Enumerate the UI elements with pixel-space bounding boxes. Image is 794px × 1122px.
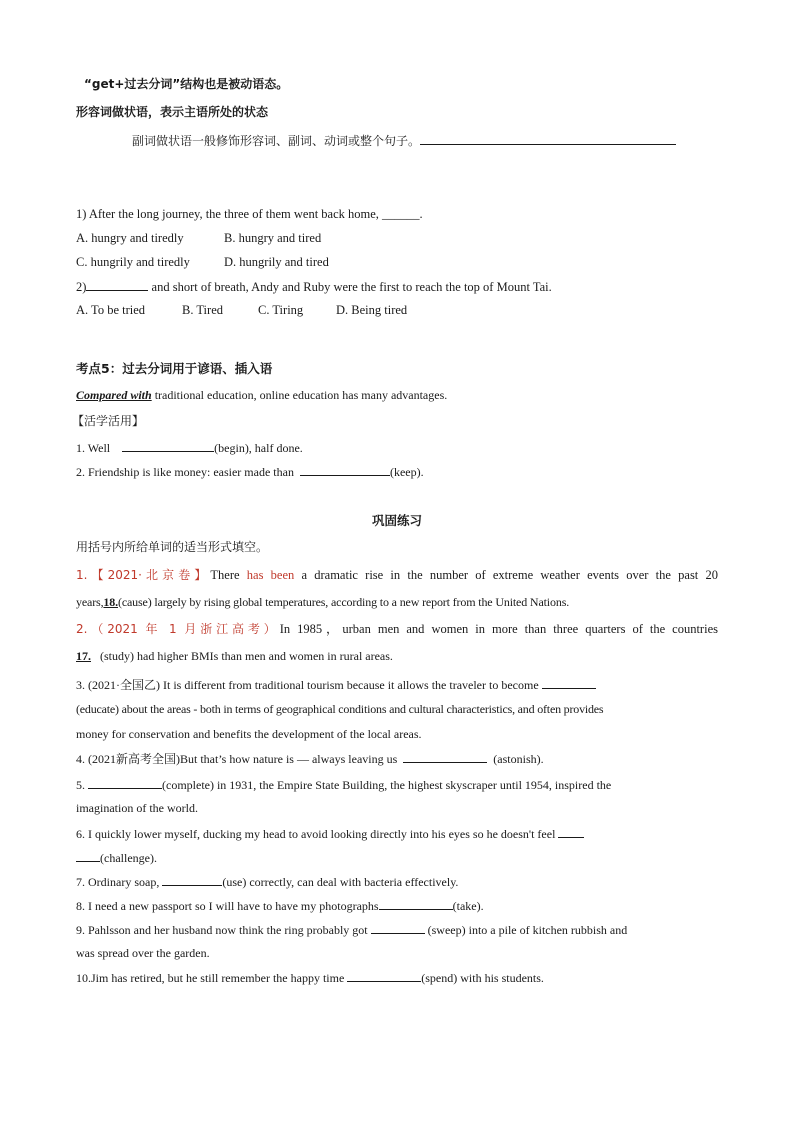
exercise-2-source: 2.（2021 年 1 月浙江高考） xyxy=(76,622,280,636)
ex7-blank[interactable] xyxy=(162,873,222,886)
ex2-text-b: (study) had higher BMIs than men and women in rural areas. xyxy=(100,649,393,663)
point5-title: 考点5：过去分词用于谚语、插入语 xyxy=(76,361,273,376)
option-a[interactable]: A. hungry and tiredly xyxy=(76,231,184,245)
option-c[interactable]: C. hungrily and tiredly xyxy=(76,255,190,269)
ex5-text-b: (complete) in 1931, the Empire State Building, the highest skyscraper until 1954, inspired the xyxy=(162,778,612,792)
exercise-8 xyxy=(76,897,718,914)
ex3-blank[interactable] xyxy=(542,676,596,689)
exercise-1-source: 1.【2021·北京卷】 xyxy=(76,568,211,582)
ex6-blank-a[interactable] xyxy=(558,825,584,838)
ex10-text-b: (spend) with his students. xyxy=(421,971,544,985)
exercise-2-line1 xyxy=(76,621,718,637)
note-adverb-text: 副词做状语一般修饰形容词、副词、动词或整个句子。 xyxy=(132,134,421,148)
option-d[interactable]: D. Being tired xyxy=(336,303,408,317)
note-adjective-adverbial: 形容词做状语，表示主语所处的状态 xyxy=(76,105,269,119)
ex7-text-a: 7. Ordinary soap, xyxy=(76,875,160,889)
mc-question-1: 1) After the long journey, the three of them went back home, ______. xyxy=(76,207,423,221)
exercise-7 xyxy=(76,873,718,890)
note-adverb-adverbial xyxy=(132,132,718,149)
ex2-blank-number[interactable]: 17. xyxy=(76,649,91,663)
note-blank-line[interactable] xyxy=(420,132,676,145)
ex8-text-a: 8. I need a new passport so I will have to have my photographs xyxy=(76,899,379,913)
practice-item-1 xyxy=(76,439,718,456)
exercise-5-line1 xyxy=(76,776,718,793)
ex8-text-b: (take). xyxy=(452,899,484,913)
note-get-passive: “get+过去分词”结构也是被动语态。 xyxy=(84,77,289,91)
ex9-text-a: 9. Pahlsson and her husband now think the ring probably got xyxy=(76,923,368,937)
example-highlight: Compared with xyxy=(76,388,152,402)
p2-blank[interactable] xyxy=(300,463,390,476)
p2-text: 2. Friendship is like money: easier made than xyxy=(76,465,294,479)
mc-q2-options xyxy=(76,302,718,318)
ex6-blank-b[interactable] xyxy=(76,849,100,862)
exercise-1-line1 xyxy=(76,567,718,583)
exercise-10 xyxy=(76,969,718,986)
exercise-3-line1 xyxy=(76,676,718,693)
q2-blank[interactable] xyxy=(86,278,148,291)
ex10-text-a: 10.Jim has retired, but he still remember the happy time xyxy=(76,971,345,985)
exercise-2-line2 xyxy=(76,648,718,664)
ex6-text-b: (challenge). xyxy=(100,851,157,865)
exercise-3-line2: (educate) about the areas - both in terms of geographical conditions and cultural characteristics, and often provides xyxy=(76,702,604,716)
ex1-text-b: a dramatic rise in the number of extreme weather events over the past 20 xyxy=(294,568,718,582)
option-b[interactable]: B. Tired xyxy=(182,303,223,317)
ex4-text-a: 4. (2021新高考全国)But that’s how nature is — always leaving us xyxy=(76,752,398,766)
option-b[interactable]: B. hungry and tired xyxy=(224,231,322,245)
ex6-text-a: 6. I quickly lower myself, ducking my head to avoid looking directly into his eyes so he doesn't feel xyxy=(76,827,556,841)
ex4-blank[interactable] xyxy=(403,750,487,763)
ex1-text-d: (cause) largely by rising global temperatures, according to a new report from the United Nations. xyxy=(117,595,570,609)
ex1-answer-hint: has been xyxy=(246,568,295,582)
p2-hint: (keep). xyxy=(389,465,424,479)
practice-label: 【活学活用】 xyxy=(72,414,145,428)
exercise-6-line2 xyxy=(76,849,718,866)
p1-hint: (begin), half done. xyxy=(214,441,303,455)
option-d[interactable]: D. hungrily and tired xyxy=(224,255,329,269)
p1-text: 1. Well xyxy=(76,441,111,455)
ex1-blank-number[interactable]: 18. xyxy=(103,595,118,609)
ex10-blank[interactable] xyxy=(347,969,421,982)
mc-q1-options-row2 xyxy=(76,254,718,270)
exercise-5-line2: imagination of the world. xyxy=(76,801,198,815)
mc-q1-options-row1 xyxy=(76,230,718,246)
consolidation-instruction: 用括号内所给单词的适当形式填空。 xyxy=(76,540,269,554)
ex7-text-b: (use) correctly, can deal with bacteria effectively. xyxy=(222,875,459,889)
ex9-text-b: (sweep) into a pile of kitchen rubbish and xyxy=(427,923,628,937)
exercise-4 xyxy=(76,750,718,767)
p1-blank[interactable] xyxy=(122,439,214,452)
ex5-blank[interactable] xyxy=(88,776,162,789)
ex8-blank[interactable] xyxy=(379,897,453,910)
consolidation-title: 巩固练习 xyxy=(371,513,422,528)
ex3-text-a: 3. (2021·全国乙) It is different from traditional tourism because it allows the traveler to become xyxy=(76,678,539,692)
ex1-text-a: There xyxy=(210,568,247,582)
ex2-text-a: In 1985，urban men and women in more than three quarters of the countries xyxy=(279,622,718,636)
point5-example xyxy=(76,387,718,403)
practice-item-2 xyxy=(76,463,718,480)
ex1-text-c: years, xyxy=(76,595,104,609)
exercise-1-line2 xyxy=(76,594,718,610)
q2-number: 2) xyxy=(76,280,87,294)
exercise-3-line3: money for conservation and benefits the development of the local areas. xyxy=(76,727,422,741)
ex9-blank[interactable] xyxy=(371,921,425,934)
q2-text: and short of breath, Andy and Ruby were the first to reach the top of Mount Tai. xyxy=(148,280,552,294)
example-text: traditional education, online education has many advantages. xyxy=(151,388,448,402)
option-a[interactable]: A. To be tried xyxy=(76,303,146,317)
option-c[interactable]: C. Tiring xyxy=(258,303,304,317)
ex4-text-b: (astonish). xyxy=(493,752,544,766)
mc-question-2 xyxy=(76,278,718,295)
exercise-6-line1 xyxy=(76,825,718,842)
ex5-number: 5. xyxy=(76,778,85,792)
exercise-9-line2: was spread over the garden. xyxy=(76,946,210,960)
exercise-9-line1 xyxy=(76,921,718,938)
